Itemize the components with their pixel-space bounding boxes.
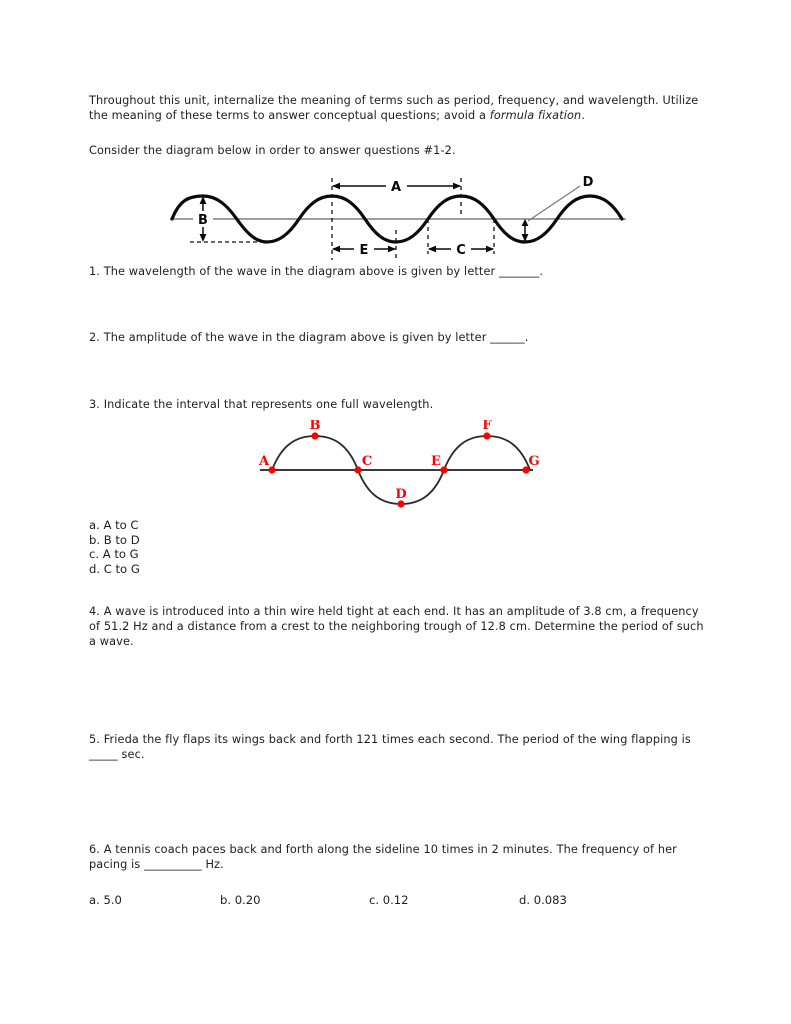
point-F-label: F (482, 420, 492, 433)
q6-choice-b[interactable]: b. 0.20 (220, 893, 261, 907)
intro-line-2-end: . (581, 109, 586, 123)
choice-a[interactable]: a. A to C (89, 518, 139, 532)
intro-line-1: Throughout this unit, internalize the meaning of terms such as period, frequency, and wavelength. Utilize (89, 94, 699, 107)
question-3: 3. Indicate the interval that represents one full wavelength. (89, 398, 434, 411)
measure-E-arrow-right (388, 246, 396, 253)
intro-line-2-start: the meaning of these terms to answer conceptual questions; avoid a (89, 109, 490, 123)
point-B-label: B (309, 420, 321, 433)
question-4-line-2: 51.2 Hz and a distance from a crest to the neighboring trough of 12.8 cm. Determine the period of such a (89, 620, 704, 649)
choice-b[interactable]: b. B to D (89, 532, 140, 547)
point-A-label: A (258, 454, 270, 469)
question-4 (89, 604, 704, 650)
measure-B-label: B (198, 213, 208, 228)
q6-choice-c[interactable]: c. 0.12 (369, 893, 409, 907)
point-A-dot (268, 466, 275, 473)
question-6 (89, 842, 704, 872)
point-G-label: G (528, 454, 540, 469)
question-5 (89, 732, 704, 762)
question-2: 2. The amplitude of the wave in the diagram above is given by letter ______. (89, 331, 529, 344)
question-5-line-1: 5. Frieda the fly flaps its wings back and forth 121 times each second. The period of the wing flapping is (89, 733, 691, 746)
point-B-dot (311, 432, 318, 439)
choice-c[interactable]: c. A to G (89, 547, 139, 562)
question-3-choices (89, 518, 140, 576)
measure-E-arrow-left (332, 246, 340, 253)
measure-B-arrow-down (200, 234, 207, 242)
question-6-line-1: 6. A tennis coach paces back and forth along the sideline 10 times in 2 minutes. The frequency of her pacing (89, 843, 677, 872)
point-E-dot (440, 466, 447, 473)
point-F-dot (483, 432, 490, 439)
intro-paragraph (89, 93, 701, 123)
labeled-points-wave-svg (255, 420, 540, 520)
question-5-line-2: _____ sec. (89, 748, 145, 762)
measure-C-label: C (456, 243, 466, 258)
q6-choice-d[interactable]: d. 0.083 (519, 893, 567, 907)
point-C-dot (354, 466, 361, 473)
q6-choice-a[interactable]: a. 5.0 (89, 893, 122, 907)
question-6-choices (89, 893, 704, 909)
question-4-line-3: wave. (99, 635, 134, 649)
measure-A-arrow-left (332, 183, 340, 190)
measure-C-arrow-left (428, 246, 436, 253)
measure-A-label: A (390, 180, 402, 195)
intro-italic-phrase: formula fixation (489, 109, 582, 123)
consider-instruction: Consider the diagram below in order to answer questions #1-2. (89, 144, 456, 157)
question-4-line-1: 4. A wave is introduced into a thin wire held tight at each end. It has an amplitude of 3.8 cm, a frequency of (89, 605, 699, 634)
point-D-label: D (395, 487, 407, 502)
labeled-points-wave-diagram (255, 420, 540, 520)
point-E-label: E (431, 454, 441, 469)
question-6-line-2: is __________ Hz. (131, 858, 224, 872)
wave-measurement-svg (160, 168, 640, 264)
choice-d[interactable]: d. C to G (89, 561, 140, 576)
measure-E-label: E (359, 243, 369, 258)
wave-measurement-diagram (160, 168, 640, 264)
point-C-label: C (361, 454, 373, 469)
measure-D-label: D (582, 175, 594, 190)
measure-D-arrow-up (522, 219, 529, 226)
measure-A-arrow-right (453, 183, 461, 190)
measure-C-arrow-right (486, 246, 494, 253)
question-1: 1. The wavelength of the wave in the diagram above is given by letter _______. (89, 265, 544, 278)
